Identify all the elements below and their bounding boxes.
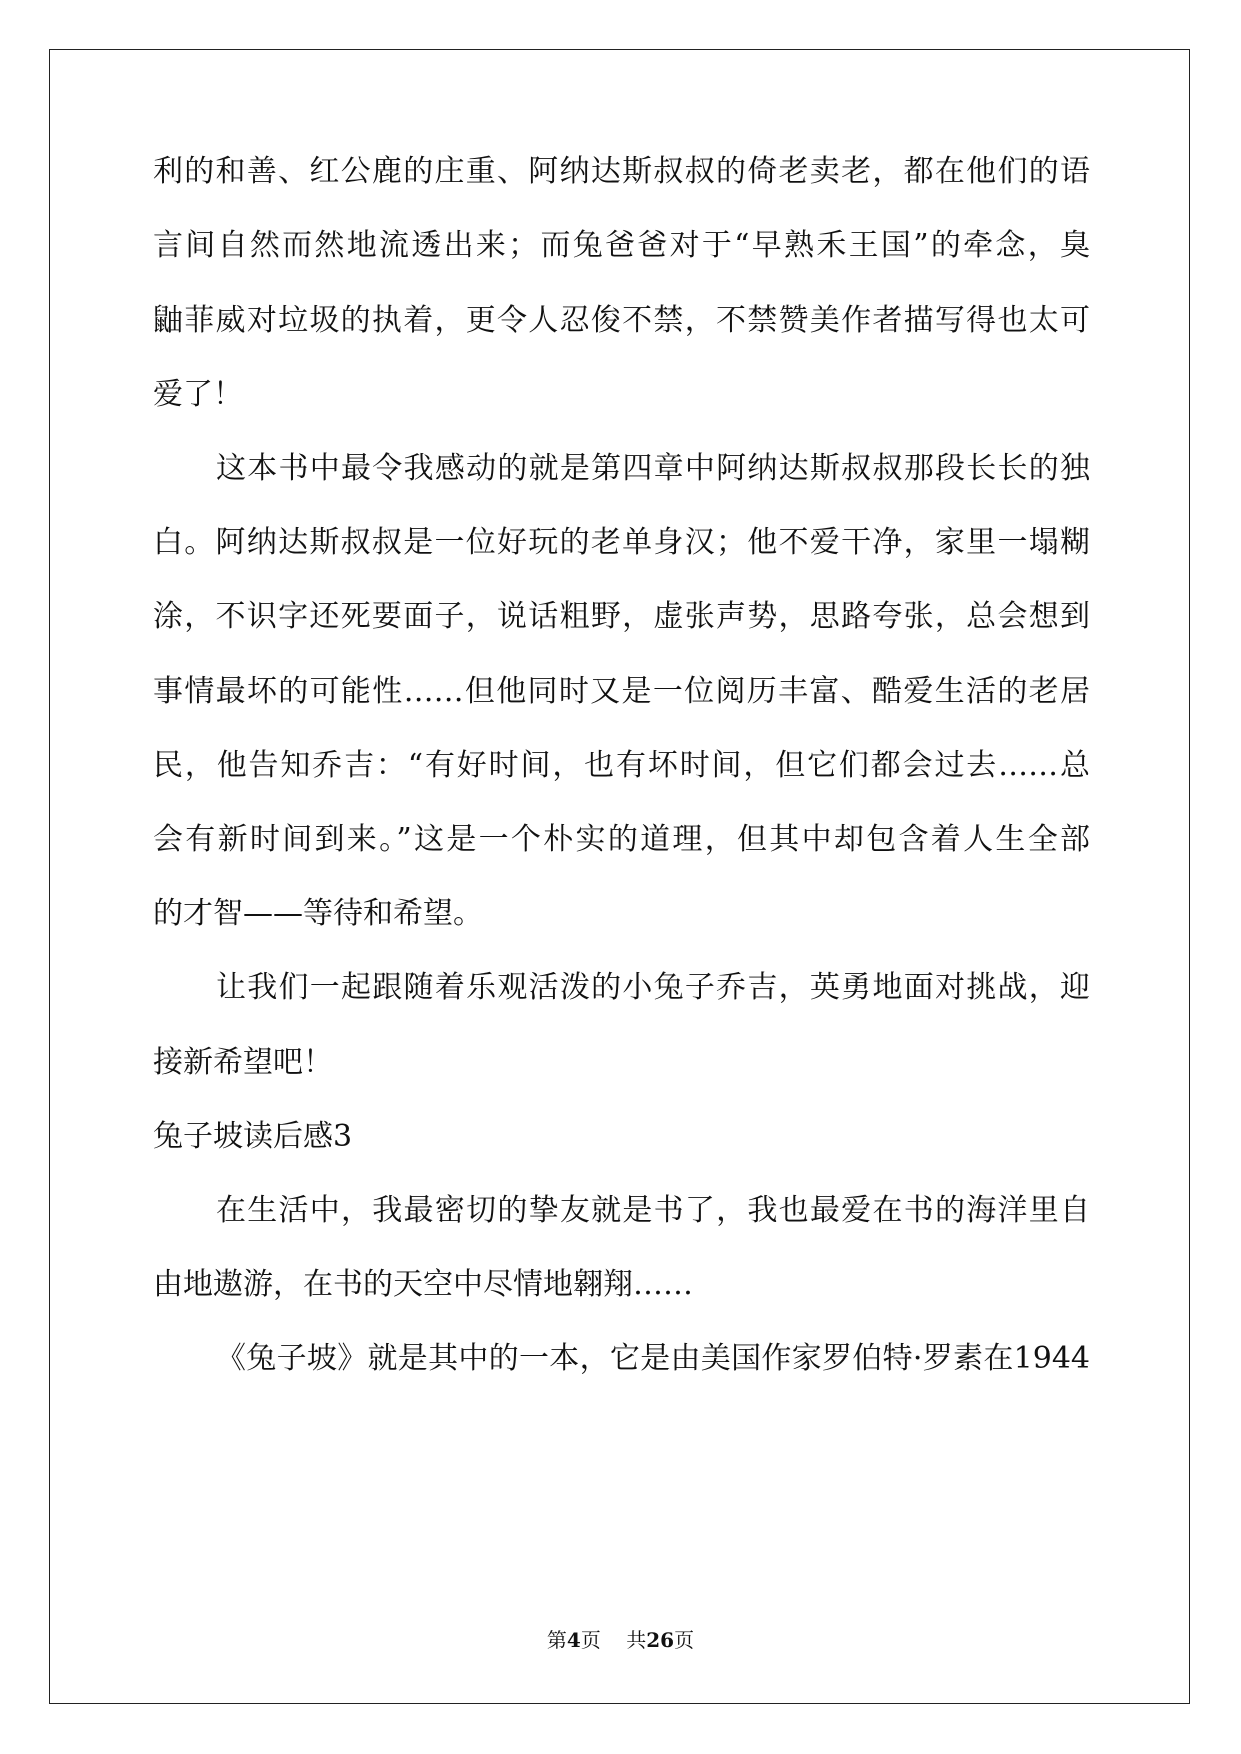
footer-total-pages: 26 (646, 1628, 675, 1652)
page-border (49, 49, 1190, 1704)
footer-prefix: 第 (546, 1628, 567, 1652)
paragraph-start-line: 让我们一起跟随着乐观活泼的小兔子乔吉，英勇地面对挑战，迎 (216, 970, 1090, 1005)
text-line: 的才智——等待和希望。 (153, 896, 483, 931)
text-line: 利的和善、红公鹿的庄重、阿纳达斯叔叔的倚老卖老，都在他们的语 (153, 154, 1090, 189)
text-line: 爱了！ (153, 377, 243, 412)
text-line: 由地遨游，在书的天空中尽情地翱翔…… (153, 1267, 693, 1302)
text-line: 言间自然而然地流透出来；而兔爸爸对于“早熟禾王国”的牵念，臭 (153, 228, 1090, 263)
paragraph-start-line: 在生活中，我最密切的挚友就是书了，我也最爱在书的海洋里自 (216, 1193, 1090, 1228)
paragraph-start-line: 这本书中最令我感动的就是第四章中阿纳达斯叔叔那段长长的独 (216, 451, 1090, 486)
footer-page-number: 4 (566, 1628, 581, 1652)
page-footer (0, 1627, 1241, 1653)
footer-middle: 页 共 (580, 1628, 647, 1652)
text-line: 会有新时间到来。”这是一个朴实的道理，但其中却包含着人生全部 (153, 822, 1090, 857)
text-line: 白。阿纳达斯叔叔是一位好玩的老单身汉；他不爱干净，家里一塌糊 (153, 525, 1090, 560)
text-line: 民，他告知乔吉：“有好时间，也有坏时间，但它们都会过去……总 (153, 748, 1090, 783)
footer-suffix: 页 (674, 1628, 695, 1652)
text-line: 事情最坏的可能性……但他同时又是一位阅历丰富、酷爱生活的老居 (153, 674, 1090, 709)
section-heading: 兔子坡读后感3 (153, 1119, 353, 1154)
paragraph-start-line: 《兔子坡》就是其中的一本，它是由美国作家罗伯特·罗素在1944 (216, 1341, 1090, 1376)
text-line: 涂，不识字还死要面子，说话粗野，虚张声势，思路夸张，总会想到 (153, 599, 1090, 634)
text-line: 接新希望吧！ (153, 1045, 333, 1080)
text-line: 鼬菲威对垃圾的执着，更令人忍俊不禁，不禁赞美作者描写得也太可 (153, 303, 1090, 338)
